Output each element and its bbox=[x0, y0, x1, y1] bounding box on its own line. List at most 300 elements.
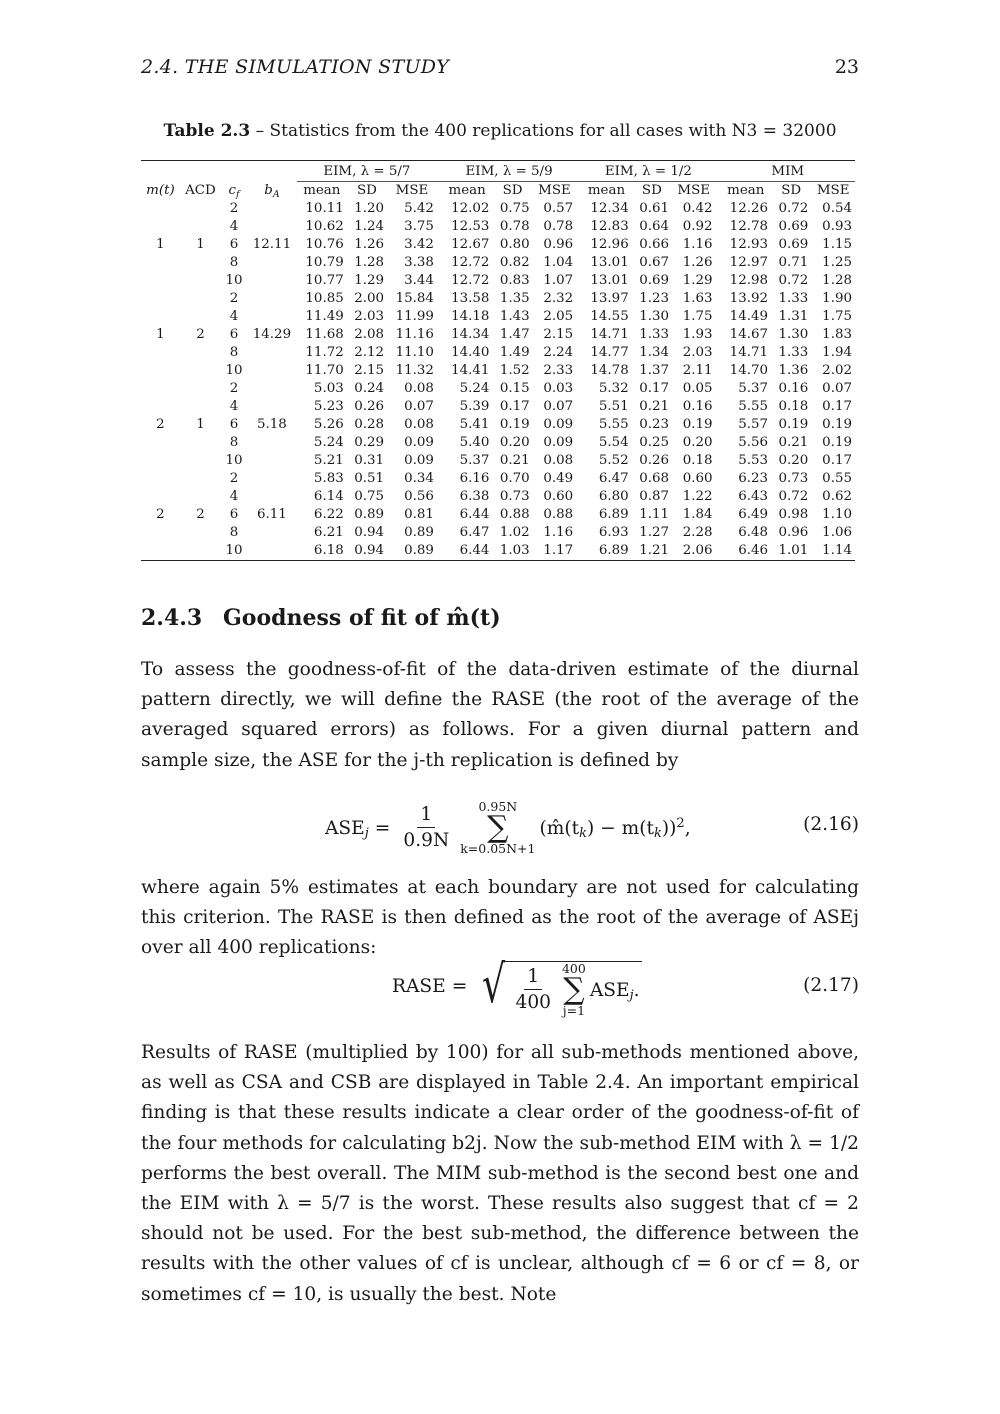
table-cell: 1.47 bbox=[499, 327, 530, 342]
table-cell bbox=[180, 398, 221, 416]
table-cell bbox=[180, 452, 221, 470]
table-cell: 11.99 bbox=[395, 309, 434, 324]
paragraph-rase-results: Results of RASE (multiplied by 100) for all sub-methods mentioned above, as well as CSA and CSB are displayed in Table 2.4. An important empirical finding is that these results indicate a clear order of the goodness-of-fit of the four methods for calculating b2j. Now the sub-method EIM with λ = 1/2 performs the best overall. The MIM sub-method is the second best one and the EIM with λ = 5/7 is the worst. These results also suggest that cf = 2 should not be used. For the best sub-method, the difference between the results with the other values of cf is unclear, although cf = 6 or cf = 8, or sometimes cf = 10, is usually the best. Note bbox=[141, 1042, 859, 1305]
table-cell: 10.62 bbox=[305, 219, 344, 234]
table-row bbox=[141, 434, 855, 452]
table-cell: 0.09 bbox=[543, 417, 574, 432]
table-cell: 0.07 bbox=[543, 399, 574, 414]
group-header-eim-57: EIM, λ = 5/7 bbox=[297, 161, 437, 182]
table-cell bbox=[247, 200, 297, 218]
table-cell: 0.61 bbox=[639, 201, 670, 216]
eq217-lhs: RASE bbox=[392, 976, 446, 997]
table-cell bbox=[180, 308, 221, 326]
table-cell: 0.55 bbox=[822, 471, 852, 486]
table-cell: 0.64 bbox=[639, 219, 670, 234]
table-row bbox=[141, 416, 855, 434]
col-header-sd: SD bbox=[781, 183, 802, 198]
table-row bbox=[141, 506, 855, 524]
table-cell: 0.17 bbox=[639, 381, 670, 396]
table-cell: 10 bbox=[221, 542, 247, 561]
table-cell: 12.34 bbox=[590, 201, 629, 216]
table-cell: 0.69 bbox=[778, 219, 809, 234]
table-cell: 1.94 bbox=[822, 345, 852, 360]
table-cell: 5.23 bbox=[313, 399, 344, 414]
table-cell bbox=[180, 362, 221, 380]
table-cell bbox=[247, 470, 297, 488]
equation-2-17: RASE = √ $\frac{1}{400}$ 400 ∑ j=1 $ASE_j$. (2.17) bbox=[392, 955, 859, 1018]
table-cell: 2 bbox=[229, 291, 239, 306]
table-cell: 0.17 bbox=[499, 399, 530, 414]
table-cell: 1.28 bbox=[822, 273, 852, 288]
table-cell: 12.72 bbox=[451, 273, 490, 288]
table-cell: 0.28 bbox=[354, 417, 385, 432]
table-cell: 0.34 bbox=[404, 471, 434, 486]
table-cell: 0.18 bbox=[778, 399, 809, 414]
col-header-mt: m(t) bbox=[146, 182, 175, 198]
table-cell bbox=[141, 434, 180, 452]
table-cell: 10 bbox=[225, 363, 243, 378]
table-cell: 0.19 bbox=[822, 435, 852, 450]
table-cell bbox=[141, 542, 180, 561]
table-cell: 0.19 bbox=[822, 417, 852, 432]
table-cell: 2 bbox=[229, 381, 239, 396]
table-cell: 0.78 bbox=[543, 219, 574, 234]
table-cell: 5.83 bbox=[313, 471, 344, 486]
table-cell: 6.46 bbox=[716, 542, 772, 561]
table-cell: 1.83 bbox=[822, 327, 852, 342]
paragraph-rase-intro: To assess the goodness-of-fit of the data-driven estimate of the diurnal pattern directly, we will define the RASE (the root of the average of the averaged squared errors) as follows. For a given diurnal pattern and sample size, the ASE for the j-th replication is defined by bbox=[141, 659, 859, 771]
paragraph-rase-definition: where again 5% estimates at each boundary are not used for calculating this criterion. The RASE is then defined as the root of the average of ASEj over all 400 replications: bbox=[141, 877, 859, 959]
table-cell: 0.70 bbox=[499, 471, 530, 486]
table-cell: 0.51 bbox=[354, 471, 385, 486]
table-cell: 2.11 bbox=[682, 363, 713, 378]
table-cell: 5.18 bbox=[257, 417, 287, 432]
table-cell: 0.09 bbox=[404, 435, 434, 450]
table-cell: 1.36 bbox=[778, 363, 809, 378]
table-cell: 0.78 bbox=[499, 219, 530, 234]
table-cell: 0.20 bbox=[778, 453, 809, 468]
table-cell: 6 bbox=[229, 327, 239, 342]
statistics-table bbox=[141, 160, 855, 561]
table-cell: 1.20 bbox=[354, 201, 385, 216]
table-cell bbox=[141, 218, 180, 236]
equation-number-2-16: (2.16) bbox=[803, 814, 859, 835]
table-row bbox=[141, 452, 855, 470]
table-cell: 0.73 bbox=[499, 489, 530, 504]
table-cell: 5.26 bbox=[313, 417, 344, 432]
table-cell: 6.21 bbox=[313, 525, 344, 540]
table-cell: 0.75 bbox=[499, 201, 530, 216]
table-cell bbox=[141, 308, 180, 326]
table-cell: 0.80 bbox=[499, 237, 530, 252]
table-cell bbox=[180, 488, 221, 506]
table-cell bbox=[141, 362, 180, 380]
table-cell bbox=[141, 470, 180, 488]
table-cell: 2.06 bbox=[672, 542, 716, 561]
table-cell: 1.63 bbox=[682, 291, 713, 306]
table-cell: 0.20 bbox=[682, 435, 713, 450]
table-cell: 10.11 bbox=[305, 201, 344, 216]
table-row bbox=[141, 326, 855, 344]
eq216-lhs: $ASE_j$ bbox=[325, 817, 369, 841]
table-cell: 1.25 bbox=[822, 255, 852, 270]
table-cell: 0.89 bbox=[404, 525, 434, 540]
table-cell: 8 bbox=[229, 255, 239, 270]
table-cell: 1.35 bbox=[499, 291, 530, 306]
table-cell: 0.19 bbox=[778, 417, 809, 432]
table-cell: 1.31 bbox=[778, 309, 809, 324]
table-column-header-row bbox=[141, 182, 855, 201]
table-cell bbox=[141, 524, 180, 542]
table-cell: 0.05 bbox=[682, 381, 713, 396]
table-cell: 0.07 bbox=[404, 399, 434, 414]
table-cell: 1.30 bbox=[778, 327, 809, 342]
table-cell: 2 bbox=[196, 507, 205, 522]
table-cell: 8 bbox=[229, 525, 239, 540]
table-cell: 1.15 bbox=[822, 237, 852, 252]
table-cell: 1.49 bbox=[499, 345, 530, 360]
table-cell: 13.97 bbox=[590, 291, 629, 306]
table-cell: 8 bbox=[229, 435, 239, 450]
table-cell: 6.47 bbox=[459, 525, 490, 540]
col-header-sd: SD bbox=[641, 183, 662, 198]
table-cell bbox=[247, 308, 297, 326]
table-cell bbox=[180, 290, 221, 308]
table-cell: 1.29 bbox=[354, 273, 385, 288]
table-cell: 3.42 bbox=[404, 237, 434, 252]
table-cell bbox=[247, 488, 297, 506]
table-cell: 2 bbox=[156, 417, 165, 432]
table-cell bbox=[247, 380, 297, 398]
table-cell bbox=[141, 290, 180, 308]
table-cell: 12.98 bbox=[729, 273, 769, 288]
table-cell: 0.56 bbox=[404, 489, 434, 504]
table-cell: 10 bbox=[225, 273, 243, 288]
table-cell bbox=[180, 218, 221, 236]
table-cell: 2.28 bbox=[682, 525, 713, 540]
table-cell: 1.84 bbox=[682, 507, 713, 522]
table-cell: 5.57 bbox=[738, 417, 769, 432]
table-cell: 5.55 bbox=[738, 399, 769, 414]
table-cell: 14.49 bbox=[729, 309, 769, 324]
table-cell: 12.93 bbox=[729, 237, 769, 252]
eq216-summand: $(m̂(t_k) - m(t_k))^2$, bbox=[539, 815, 691, 841]
table-cell: 13.01 bbox=[590, 255, 629, 270]
table-cell: 14.55 bbox=[590, 309, 629, 324]
table-cell bbox=[247, 290, 297, 308]
table-cell: 1 bbox=[196, 417, 205, 432]
eq217-summation: 400 ∑ j=1 bbox=[561, 961, 586, 1018]
table-cell bbox=[247, 452, 297, 470]
table-cell bbox=[180, 380, 221, 398]
table-cell: 1.04 bbox=[543, 255, 574, 270]
table-cell: 1.27 bbox=[639, 525, 670, 540]
table-cell: 0.19 bbox=[499, 417, 530, 432]
table-cell bbox=[247, 272, 297, 290]
table-cell: 1.03 bbox=[492, 542, 532, 561]
table-cell: 5.21 bbox=[313, 453, 344, 468]
table-cell: 14.29 bbox=[252, 327, 292, 342]
table-cell: 5.53 bbox=[738, 453, 769, 468]
table-cell: 1.16 bbox=[682, 237, 713, 252]
col-header-mse: MSE bbox=[677, 183, 711, 198]
table-cell bbox=[180, 254, 221, 272]
table-cell bbox=[180, 434, 221, 452]
table-cell: 0.87 bbox=[639, 489, 670, 504]
table-cell: 0.21 bbox=[778, 435, 809, 450]
eq216-summation: 0.95N ∑ k=0.05N+1 bbox=[460, 799, 536, 856]
table-cell: 0.31 bbox=[354, 453, 385, 468]
table-cell: 11.10 bbox=[395, 345, 434, 360]
table-cell: 0.60 bbox=[543, 489, 574, 504]
table-row bbox=[141, 362, 855, 380]
table-cell: 1 bbox=[156, 237, 165, 252]
table-cell: 2.24 bbox=[543, 345, 574, 360]
table-cell bbox=[180, 542, 221, 561]
table-cell: 2.03 bbox=[682, 345, 713, 360]
table-cell bbox=[180, 344, 221, 362]
table-cell: 0.72 bbox=[778, 273, 809, 288]
table-cell: 0.94 bbox=[354, 525, 385, 540]
table-row bbox=[141, 488, 855, 506]
col-header-cf: $c_f$ bbox=[228, 182, 240, 200]
table-cell: 1.75 bbox=[822, 309, 852, 324]
page-number: 23 bbox=[834, 56, 859, 78]
table-cell: 0.54 bbox=[822, 201, 852, 216]
eq216-fraction: $\frac{1}{0.9N}$ bbox=[403, 803, 450, 851]
table-cell: 0.98 bbox=[778, 507, 809, 522]
table-cell: 2 bbox=[156, 507, 165, 522]
section-title: Goodness of fit of m̂(t) bbox=[223, 605, 501, 631]
table-cell bbox=[247, 362, 297, 380]
table-cell: 5.40 bbox=[459, 435, 490, 450]
col-header-mean: mean bbox=[303, 183, 341, 198]
table-cell: 5.24 bbox=[459, 381, 490, 396]
table-cell: 0.71 bbox=[778, 255, 809, 270]
table-cell: 14.71 bbox=[590, 327, 629, 342]
table-cell: 0.26 bbox=[639, 453, 670, 468]
table-cell: 2.03 bbox=[354, 309, 385, 324]
table-cell: 5.42 bbox=[404, 201, 434, 216]
table-cell: 14.67 bbox=[729, 327, 769, 342]
table-cell: 5.24 bbox=[313, 435, 344, 450]
table-cell: 6 bbox=[229, 507, 239, 522]
table-cell: 5.37 bbox=[738, 381, 769, 396]
table-cell bbox=[141, 200, 180, 218]
table-cell: 0.20 bbox=[499, 435, 530, 450]
table-cell: 11.49 bbox=[305, 309, 344, 324]
table-cell: 0.89 bbox=[387, 542, 437, 561]
table-cell: 10.79 bbox=[305, 255, 344, 270]
table-row bbox=[141, 218, 855, 236]
table-cell: 6.44 bbox=[437, 542, 493, 561]
col-header-mse: MSE bbox=[538, 183, 571, 198]
table-cell: 1.90 bbox=[822, 291, 852, 306]
table-cell: 2 bbox=[229, 201, 239, 216]
table-cell bbox=[141, 488, 180, 506]
table-cell: 2.02 bbox=[822, 363, 852, 378]
table-row bbox=[141, 308, 855, 326]
table-cell: 1.07 bbox=[543, 273, 574, 288]
table-cell: 2.00 bbox=[354, 291, 385, 306]
table-cell bbox=[180, 200, 221, 218]
table-cell bbox=[247, 344, 297, 362]
table-cell: 2.33 bbox=[543, 363, 574, 378]
table-cell: 0.66 bbox=[639, 237, 670, 252]
table-cell: 0.89 bbox=[354, 507, 385, 522]
table-cell: 5.03 bbox=[313, 381, 344, 396]
table-cell: 1.26 bbox=[682, 255, 713, 270]
table-cell: 0.72 bbox=[778, 489, 809, 504]
table-cell: 14.18 bbox=[451, 309, 490, 324]
table-cell bbox=[141, 254, 180, 272]
table-cell: 0.67 bbox=[639, 255, 670, 270]
table-cell: 0.29 bbox=[354, 435, 385, 450]
table-cell: 5.56 bbox=[738, 435, 769, 450]
table-cell: 1.23 bbox=[639, 291, 670, 306]
table-cell: 6 bbox=[229, 237, 239, 252]
table-cell: 1.16 bbox=[543, 525, 574, 540]
table-cell: 2.15 bbox=[354, 363, 385, 378]
table-cell: 0.16 bbox=[778, 381, 809, 396]
table-cell: 12.83 bbox=[590, 219, 629, 234]
table-cell: 11.72 bbox=[305, 345, 344, 360]
table-cell: 0.88 bbox=[499, 507, 530, 522]
table-row bbox=[141, 524, 855, 542]
eq217-square-root: √ $\frac{1}{400}$ 400 ∑ j=1 $ASE_j$. bbox=[482, 955, 640, 1018]
running-head bbox=[141, 56, 859, 84]
table-cell: 10.76 bbox=[305, 237, 344, 252]
table-cell: 0.62 bbox=[822, 489, 852, 504]
table-cell: 1.01 bbox=[771, 542, 811, 561]
table-cell: 12.53 bbox=[451, 219, 490, 234]
table-cell: 10.85 bbox=[305, 291, 344, 306]
table-cell: 10.77 bbox=[305, 273, 344, 288]
table-cell: 1.33 bbox=[639, 327, 670, 342]
table-cell: 1.02 bbox=[499, 525, 530, 540]
table-cell: 12.26 bbox=[729, 201, 769, 216]
eq217-fraction: $\frac{1}{400}$ bbox=[515, 965, 551, 1013]
table-cell: 6.14 bbox=[313, 489, 344, 504]
table-body bbox=[141, 200, 855, 561]
table-cell: 12.72 bbox=[451, 255, 490, 270]
table-cell: 1.33 bbox=[778, 345, 809, 360]
table-cell: 0.17 bbox=[822, 399, 852, 414]
table-cell: 2.08 bbox=[354, 327, 385, 342]
table-cell: 12.97 bbox=[729, 255, 769, 270]
table-row bbox=[141, 344, 855, 362]
table-cell: 1.28 bbox=[354, 255, 385, 270]
table-cell: 5.54 bbox=[598, 435, 629, 450]
table-cell: 0.92 bbox=[682, 219, 713, 234]
table-cell: 0.72 bbox=[778, 201, 809, 216]
table-cell: 0.60 bbox=[682, 471, 713, 486]
table-cell: 11.16 bbox=[395, 327, 434, 342]
table-cell: 1.11 bbox=[639, 507, 670, 522]
table-cell: 0.96 bbox=[778, 525, 809, 540]
table-cell: 0.08 bbox=[404, 417, 434, 432]
table-cell: 0.81 bbox=[404, 507, 434, 522]
table-cell: 6.23 bbox=[738, 471, 769, 486]
col-header-mean: mean bbox=[587, 183, 626, 198]
col-header-mean: mean bbox=[727, 183, 765, 198]
table-row bbox=[141, 290, 855, 308]
table-cell: 0.73 bbox=[778, 471, 809, 486]
table-cell: 2.32 bbox=[543, 291, 574, 306]
table-cell: 0.23 bbox=[639, 417, 670, 432]
table-cell bbox=[247, 542, 297, 561]
eq217-summand: $ASE_j$. bbox=[589, 979, 640, 1003]
table-cell: 0.18 bbox=[682, 453, 713, 468]
table-cell: 0.49 bbox=[543, 471, 574, 486]
table-cell: 3.44 bbox=[404, 273, 434, 288]
table-cell: 5.55 bbox=[598, 417, 629, 432]
table-cell: 14.40 bbox=[451, 345, 490, 360]
table-cell: 11.68 bbox=[305, 327, 344, 342]
table-cell: 0.69 bbox=[639, 273, 670, 288]
table-cell: 10 bbox=[225, 453, 243, 468]
table-cell: 1.17 bbox=[533, 542, 577, 561]
table-cell: 6.49 bbox=[738, 507, 769, 522]
table-cell: 1.37 bbox=[639, 363, 670, 378]
table-cell: 0.09 bbox=[543, 435, 574, 450]
table-cell: 3.38 bbox=[404, 255, 434, 270]
table-row bbox=[141, 236, 855, 254]
table-cell: 13.58 bbox=[451, 291, 490, 306]
table-cell bbox=[141, 272, 180, 290]
table-cell: 14.41 bbox=[451, 363, 490, 378]
table-cell: 0.93 bbox=[822, 219, 852, 234]
table-cell: 5.41 bbox=[459, 417, 490, 432]
table-cell: 0.09 bbox=[404, 453, 434, 468]
table-cell: 1 bbox=[156, 327, 165, 342]
table-cell: 6.89 bbox=[576, 542, 632, 561]
table-cell: 2 bbox=[196, 327, 205, 342]
table-cell: 0.08 bbox=[404, 381, 434, 396]
table-cell bbox=[247, 254, 297, 272]
table-cell: 6.80 bbox=[598, 489, 629, 504]
table-cell: 5.32 bbox=[598, 381, 629, 396]
col-header-sd: SD bbox=[502, 183, 523, 198]
table-cell bbox=[247, 524, 297, 542]
table-cell: 5.39 bbox=[459, 399, 490, 414]
table-cell: 2.12 bbox=[354, 345, 385, 360]
table-cell: 1.29 bbox=[682, 273, 713, 288]
table-cell: 11.70 bbox=[305, 363, 344, 378]
table-cell: 12.96 bbox=[590, 237, 629, 252]
table-cell: 1.34 bbox=[639, 345, 670, 360]
table-caption-label: Table 2.3 bbox=[163, 121, 251, 141]
table-cell: 1.43 bbox=[499, 309, 530, 324]
table-cell: 12.78 bbox=[729, 219, 769, 234]
table-cell: 0.19 bbox=[682, 417, 713, 432]
table-cell: 0.75 bbox=[354, 489, 385, 504]
table-cell: 6.48 bbox=[738, 525, 769, 540]
equation-2-16: $ASE_j$ = $\frac{1}{0.9N}$ 0.95N ∑ k=0.05N+1 $(m̂(t_k) - m(t_k))^2$, (2.16) bbox=[325, 799, 859, 856]
table-cell: 1.30 bbox=[639, 309, 670, 324]
table-cell: 11.32 bbox=[395, 363, 434, 378]
table-cell: 0.21 bbox=[639, 399, 670, 414]
table-cell: 5.52 bbox=[598, 453, 629, 468]
table-cell: 1 bbox=[196, 237, 205, 252]
table-cell: 0.24 bbox=[354, 381, 385, 396]
table-cell: 0.69 bbox=[778, 237, 809, 252]
table-cell: 1.06 bbox=[822, 525, 852, 540]
col-header-mse: MSE bbox=[395, 183, 429, 198]
table-cell: 14.77 bbox=[590, 345, 629, 360]
table-cell: 6.89 bbox=[598, 507, 629, 522]
table-cell: 14.78 bbox=[590, 363, 629, 378]
